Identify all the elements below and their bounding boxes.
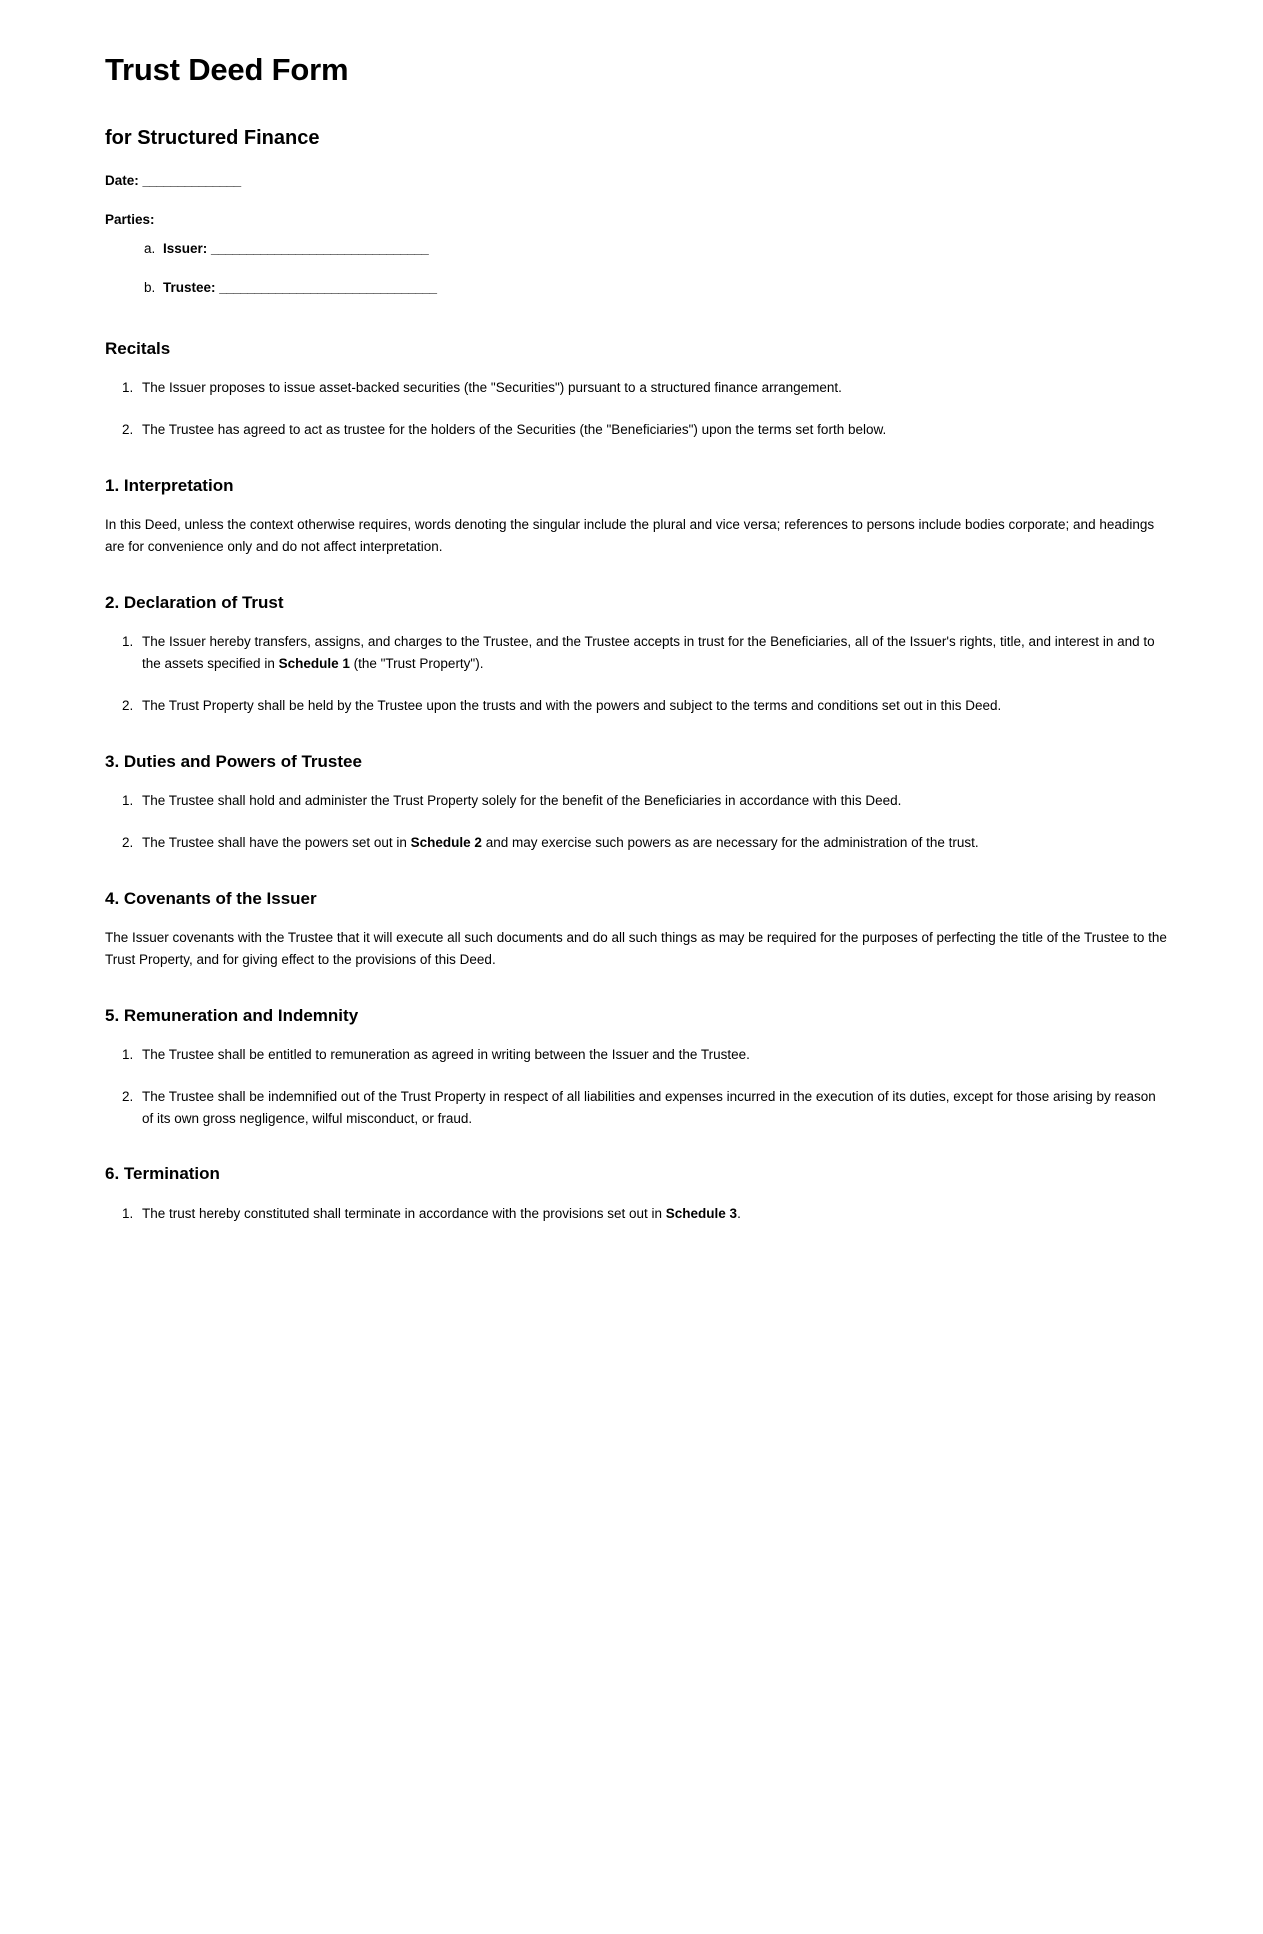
- parties-list: [105, 239, 1168, 298]
- section-heading-duties-and-powers: 3. Duties and Powers of Trustee: [105, 751, 362, 771]
- trustee-blank-input[interactable]: _______________________________: [219, 279, 437, 295]
- issuer-label: Issuer:: [163, 241, 208, 257]
- section-list-duties-and-powers: [105, 790, 1168, 854]
- clause-text: The Trustee shall have the powers set out in: [142, 834, 411, 850]
- section-heading-covenants-of-the-issuer: 4. Covenants of the Issuer: [105, 888, 317, 908]
- list-item: [159, 278, 1168, 298]
- list-item: [137, 790, 1168, 812]
- clause-text: The Trustee shall be indemnified out of the Trust Property in respect of all liabilities and expenses incurred in the execution of its duties, except for those arising by reason of its own gross negligence, wilful misconduct, or fraud.: [142, 1088, 1156, 1126]
- clause-text-tail: .: [737, 1205, 741, 1221]
- date-label: Date:: [105, 172, 139, 188]
- issuer-blank-input[interactable]: _______________________________: [211, 241, 429, 257]
- list-item: [137, 695, 1168, 717]
- clause-text: The Issuer hereby transfers, assigns, and charges to the Trustee, and the Trustee accepts in trust for the Beneficiaries, all of the Issuer's rights, title, and interest in and to the assets specified in: [142, 634, 1155, 671]
- recitals-heading: Recitals: [105, 338, 171, 358]
- page-title: Trust Deed Form: [105, 52, 349, 87]
- list-item: [137, 1086, 1168, 1130]
- section-list-termination: [105, 1203, 1168, 1225]
- schedule-reference: Schedule 1: [278, 655, 350, 671]
- list-item: [159, 239, 1168, 259]
- list-item: [137, 1203, 1168, 1225]
- section-heading-interpretation: 1. Interpretation: [105, 475, 234, 495]
- recitals-list: [105, 377, 1168, 441]
- section-paragraph-interpretation: In this Deed, unless the context otherwise requires, words denoting the singular include the plural and vice versa; references to persons include bodies corporate; and headings are for convenience only and do not affect interpretation.: [105, 517, 1155, 554]
- list-item: 1. The Issuer proposes to issue asset-backed securities (the "Securities") pursuant to a structured finance arrangement.: [137, 377, 1168, 399]
- list-item: [137, 1044, 1168, 1066]
- trustee-label: Trustee:: [163, 279, 216, 295]
- schedule-reference: Schedule 2: [410, 834, 482, 850]
- clause-text: The Trust Property shall be held by the Trustee upon the trusts and with the powers and subject to the terms and conditions set out in this Deed.: [142, 697, 1002, 713]
- schedule-reference: Schedule 3: [665, 1205, 738, 1221]
- page-subtitle: for Structured Finance: [105, 126, 320, 149]
- parties-label: Parties:: [105, 211, 155, 227]
- date-field-row: [105, 172, 1168, 191]
- section-heading-declaration-of-trust: 2. Declaration of Trust: [105, 592, 284, 612]
- clause-text-tail: (the "Trust Property").: [349, 655, 484, 671]
- date-blank-input[interactable]: ______________: [142, 172, 241, 188]
- section-list-declaration-of-trust: [105, 631, 1168, 717]
- clause-text: The Trustee shall hold and administer the Trust Property solely for the benefit of the Beneficiaries in accordance with this Deed.: [142, 792, 902, 808]
- section-heading-termination: 6. Termination: [105, 1164, 220, 1184]
- clause-text: The Trustee shall be entitled to remuneration as agreed in writing between the Issuer and the Trustee.: [142, 1046, 750, 1062]
- list-item: 2. The Trustee has agreed to act as trustee for the holders of the Securities (the "Beneficiaries") upon the terms set forth below.: [137, 419, 1168, 441]
- clause-text-tail: and may exercise such powers as are necessary for the administration of the trust.: [481, 834, 979, 850]
- section-list-remuneration-and-indemnity: [105, 1044, 1168, 1130]
- list-item: [137, 631, 1168, 675]
- section-paragraph-covenants: The Issuer covenants with the Trustee that it will execute all such documents and do all such things as may be required for the purposes of perfecting the title of the Trustee to the Trust Property, and for giving effect to the provisions of this Deed.: [105, 929, 1167, 967]
- list-item: [137, 832, 1168, 854]
- section-heading-remuneration-and-indemnity: 5. Remuneration and Indemnity: [105, 1005, 359, 1025]
- clause-text: The trust hereby constituted shall terminate in accordance with the provisions set out in: [142, 1205, 666, 1221]
